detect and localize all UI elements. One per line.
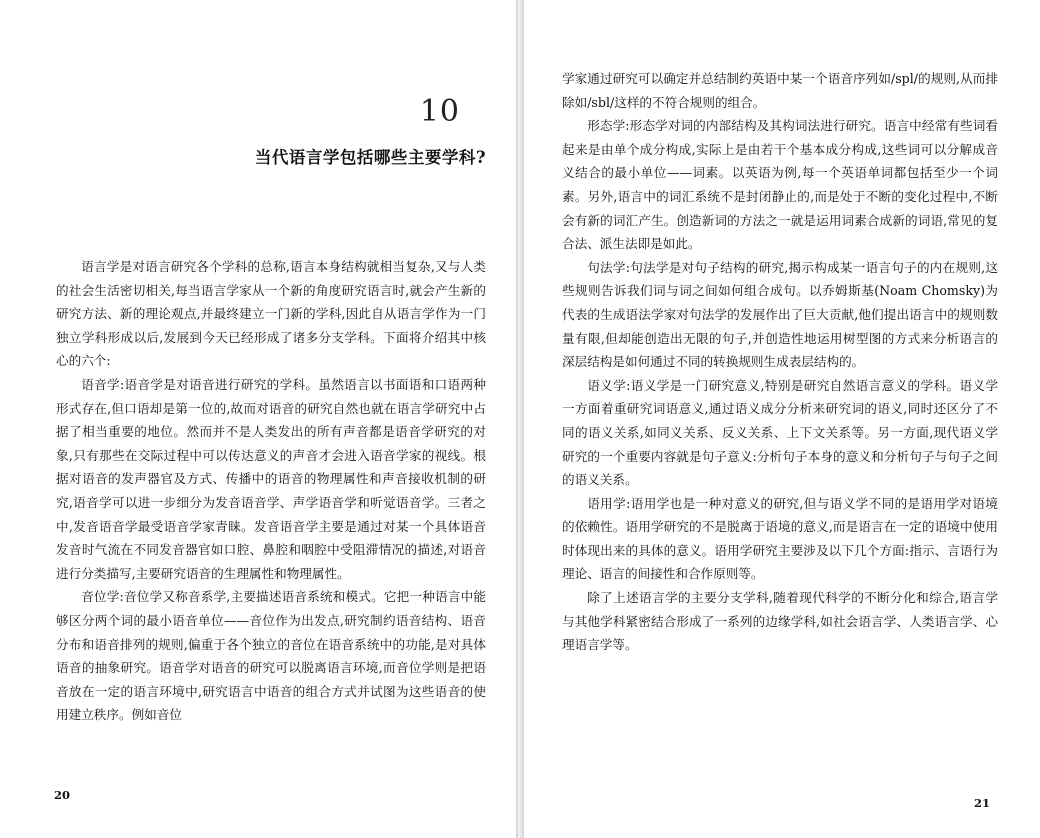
paragraph-intro: 语言学是对语言研究各个学科的总称,语言本身结构就相当复杂,又与人类的社会生活密切相关,每当语言学家从一个新的角度研究语言时,就会产生新的研究方法、新的理论观点,并最终建立一门新的学科,因此自从语言学作为一门独立学科形成以后,发展到今天已经形成了诸多分支学科。下面将介绍其中核心的六个: [56,259,486,369]
right-page [524,0,1040,838]
chapter-number: 10 [419,94,460,129]
chapter-title: 当代语言学包括哪些主要学科? [254,148,486,167]
paragraph-morphology: 形态学:形态学对词的内部结构及其构词法进行研究。语言中经常有些词看起来是由单个成分构成,实际上是由若干个基本成分构成,这些词可以分解成音义结合的最小单位——词素。以英语为例,每一个英语单词都包括至少一个词素。另外,语言中的词汇系统不是封闭静止的,而是处于不断的变化过程中,不断会有新的词汇产生。创造新词的方法之一就是运用词素合成新的词语,常见的复合法、派生法即是如此。 [562,118,998,252]
paragraph-syntax: 句法学:句法学是对句子结构的研究,揭示构成某一语言句子的内在规则,这些规则告诉我们词与词之间如何组合成句。以乔姆斯基(Noam Chomsky)为代表的生成语法学家对句法学的发展作出了巨大贡献,他们提出语言中的规则数量有限,但却能创造出无限的句子,并创造性地运用树型图的方式来分析语言的深层结构是如何通过不同的转换规则生成表层结构的。 [562,259,998,370]
paragraph-phonology: 音位学:音位学又称音系学,主要描述语音系统和模式。它把一种语言中能够区分两个词的最小语音单位——音位作为出发点,研究制约语音结构、语音分布和语音排列的规则,偏重于各个独立的音位在语音系统中的功能,是对具体语音的抽象研究。语音学对语音的研究可以脱离语言环境,而音位学则是把语音放在一定的语言环境中,研究语言中语音的组合方式并试图为这些语音的使用建立秩序。例如音位 [56,589,486,723]
paragraph-phonetics: 语音学:语音学是对语音进行研究的学科。虽然语言以书面语和口语两种形式存在,但口语却是第一位的,故而对语音的研究自然也就在语言学研究中占据了相当重要的地位。然而并不是人类发出的所有声音都是语音学研究的对象,只有那些在交际过程中可以传达意义的声音才会进入语音学家的视线。根据对语音的发声器官及方式、传播中的语音的物理属性和声音接收机制的研究,语音学可以进一步细分为发音语音学、声学语音学和听觉语音学。三者之中,发音语音学最受语音学家青睐。发音语音学主要是通过对某一个具体语音发音时气流在不同发音器官如口腔、鼻腔和咽腔中受阻滞情况的描述,对语音进行分类描写,主要研究语音的生理属性和物理属性。 [56,376,486,581]
book-gutter [516,0,524,838]
paragraph-phonology-continued: 学家通过研究可以确定并总结制约英语中某一个语音序列如/spl/的规则,从而排除如/sbl/这样的不符合规则的组合。 [562,71,998,110]
left-body-text [56,255,486,727]
page-number-left: 20 [54,788,71,802]
paragraph-conclusion: 除了上述语言学的主要分支学科,随着现代科学的不断分化和综合,语言学与其他学科紧密结合形成了一系列的边缘学科,如社会语言学、人类语言学、心理语言学等。 [562,590,998,653]
paragraph-semantics: 语义学:语义学是一门研究意义,特别是研究自然语言意义的学科。语义学一方面着重研究词语意义,通过语义成分分析来研究词的语义,同时还区分了不同的语义关系,如同义关系、反义关系、上下文关系等。另一方面,现代语义学研究的一个重要内容就是句子意义:分析句子本身的意义和分析句子与句子之间的语义关系。 [562,377,998,488]
right-body-text [562,67,998,657]
paragraph-pragmatics: 语用学:语用学也是一种对意义的研究,但与语义学不同的是语用学对语境的依赖性。语用学研究的不是脱离于语境的意义,而是语言在一定的语境中使用时体现出来的具体的意义。语用学研究主要涉及以下几个方面:指示、言语行为理论、语言的间接性和合作原则等。 [562,495,998,582]
left-page [0,0,516,838]
page-number-right: 21 [973,796,990,810]
